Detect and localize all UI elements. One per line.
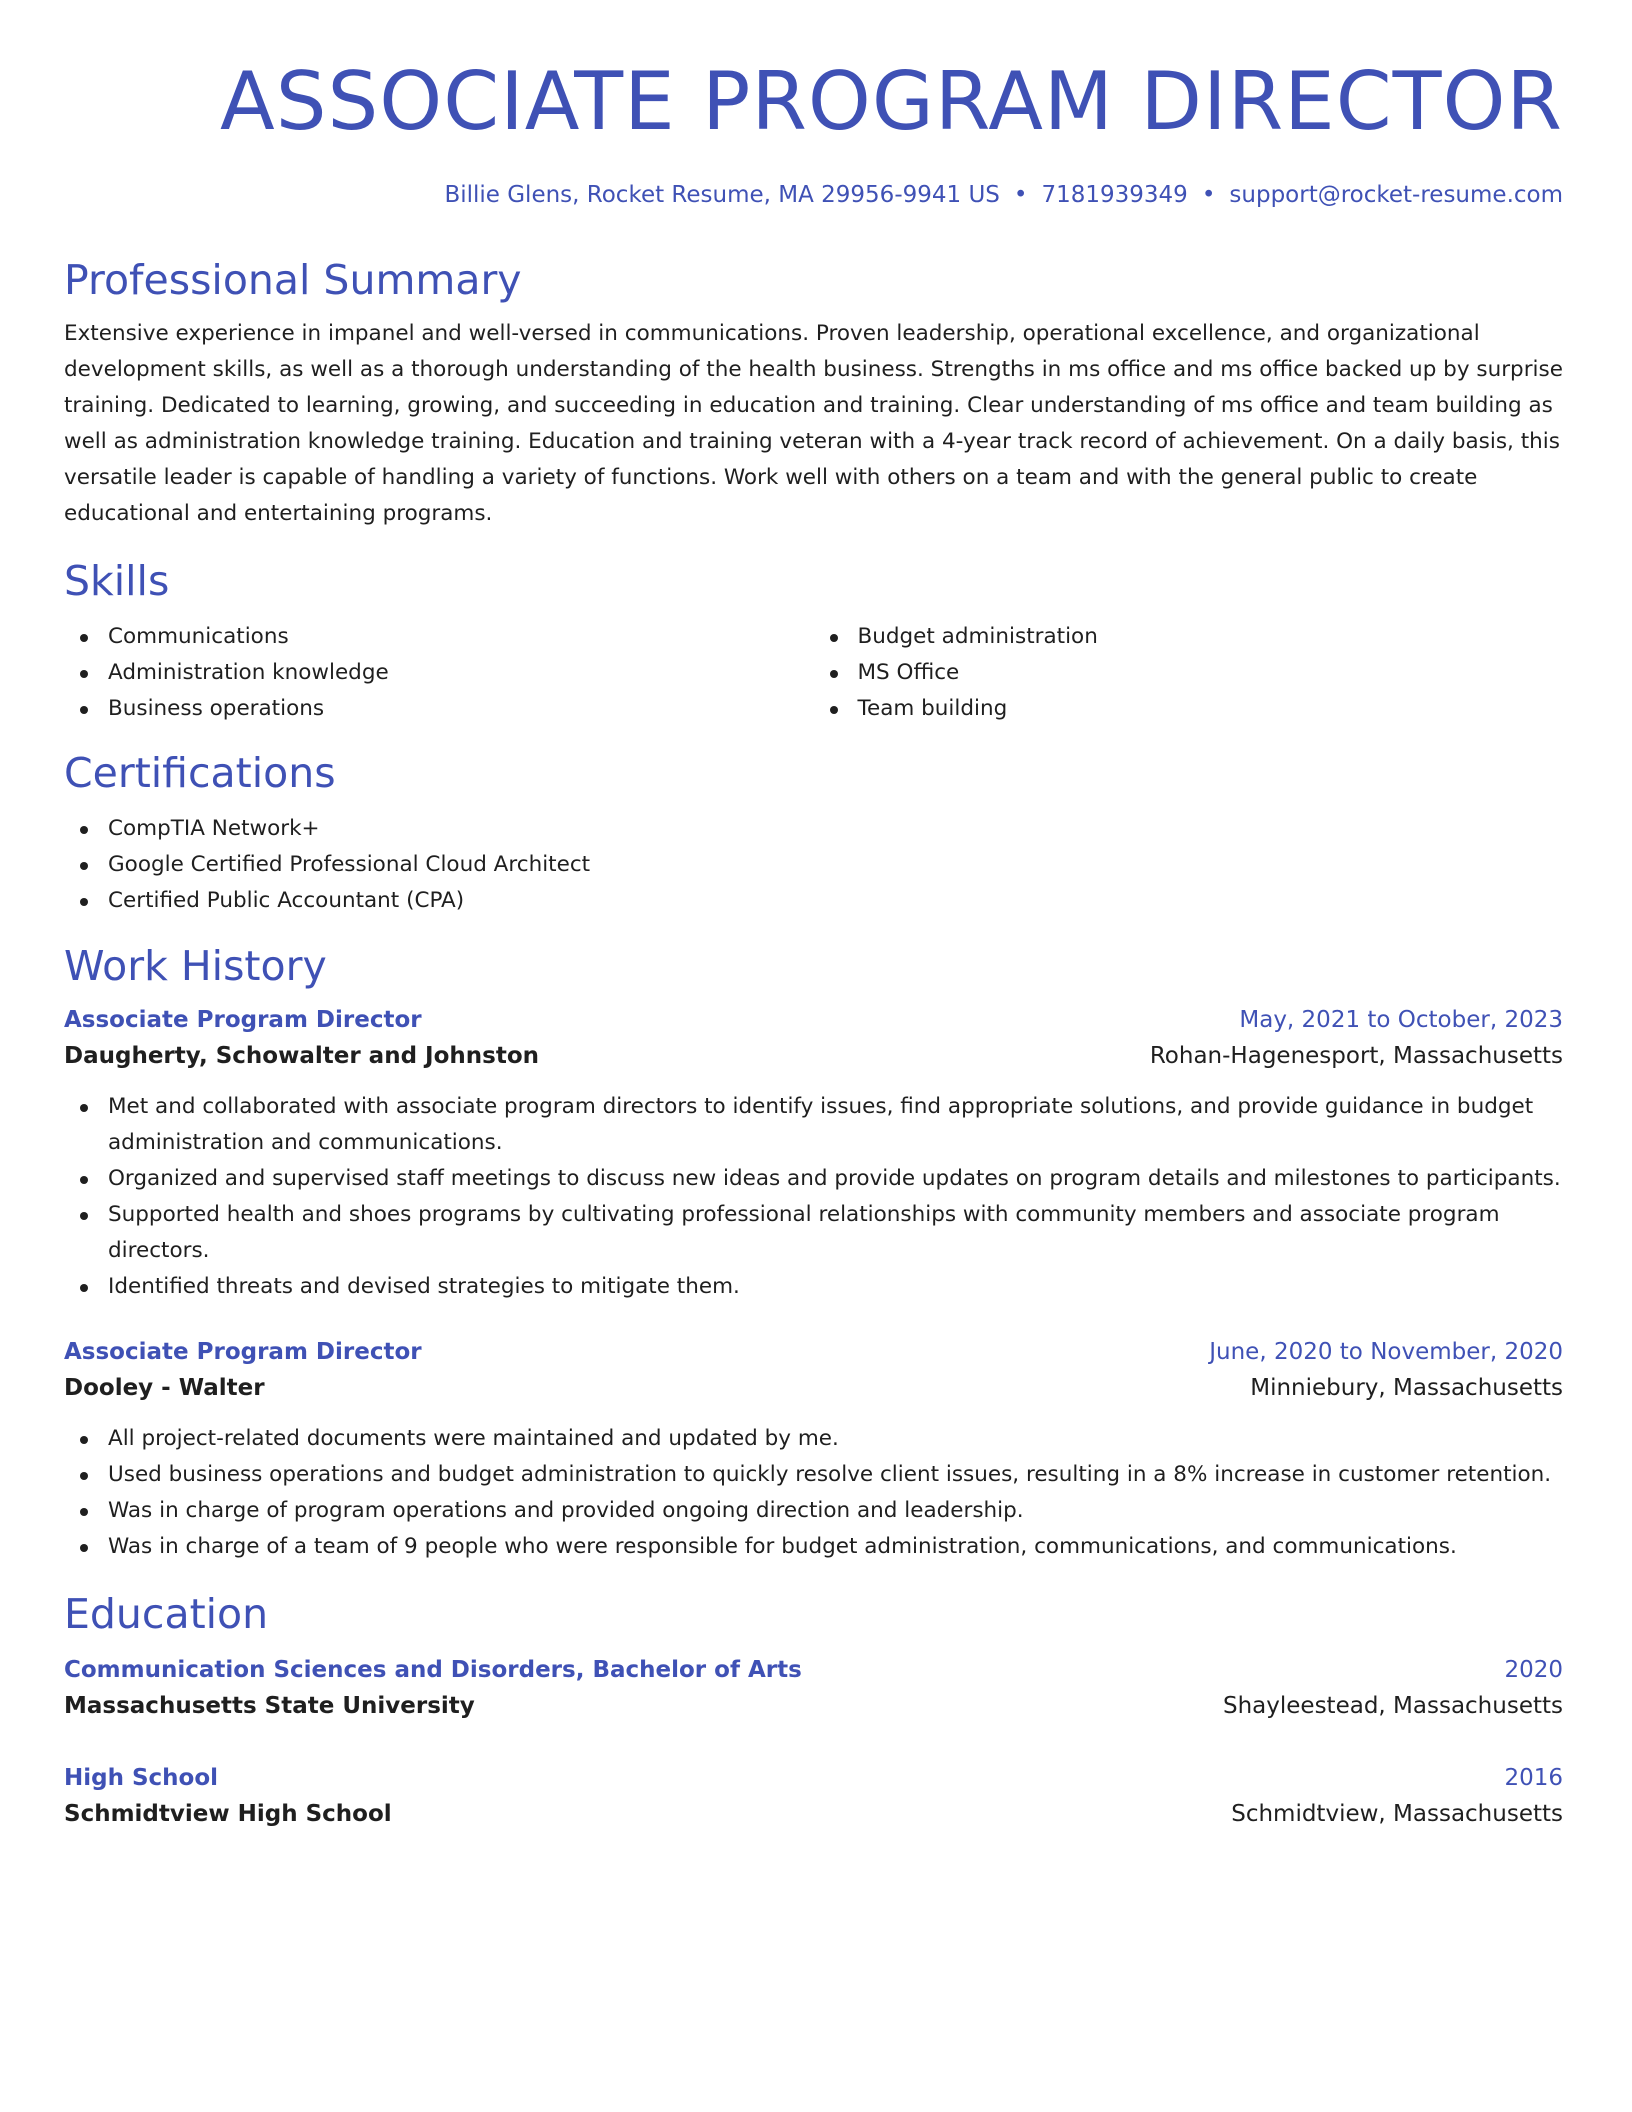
education-entry [64,1761,1563,1833]
contact-address: Billie Glens, Rocket Resume, MA 29956-9941 US [444,182,1000,208]
education-location: Schmidtview, Massachusetts [1231,1801,1563,1827]
certification-item: Google Certified Professional Cloud Architect [64,847,1563,883]
job-entry [64,1335,1563,1565]
education-year: 2016 [1504,1765,1563,1791]
job-bullet: Was in charge of a team of 9 people who were responsible for budget administration, communications, and communications. [64,1529,1563,1565]
certification-item: CompTIA Network+ [64,811,1563,847]
summary-text: Extensive experience in impanel and well-versed in communications. Proven leadership, operational excellence, and organizational development skills, as well as a thorough understanding of the health business. Strengths in ms office and ms office backed up by surprise training. Dedicated to learning, growing, and succeeding in education and training. Clear understanding of ms office and team building as well as administration knowledge training. Education and training veteran with a 4-year track record of achievement. On a daily basis, this versatile leader is capable of handling a variety of functions. Work well with others on a team and with the general public to create educational and entertaining programs. [64,321,1563,526]
skill-item: Communications [64,619,814,655]
job-location: Rohan-Hagenesport, Massachusetts [1149,1043,1563,1069]
job-bullets [64,1089,1563,1305]
resume-title: ASSOCIATE PROGRAM DIRECTOR [220,55,1563,148]
summary-heading: Professional Summary [64,256,522,304]
education-school: Massachusetts State University [64,1693,475,1719]
job-entry [64,1003,1563,1305]
job-title: Associate Program Director [64,1007,422,1033]
job-subheader [64,1037,1563,1075]
skill-item: MS Office [814,655,1564,691]
contact-line [64,175,1563,215]
skill-item: Team building [814,691,1564,727]
contact-email: support@rocket-resume.com [1229,182,1563,208]
job-bullet: Supported health and shoes programs by cultivating professional relationships with community members and associate program directors. [64,1197,1563,1269]
job-header [64,1003,1563,1037]
contact-phone: 7181939349 [1041,182,1188,208]
certification-item: Certified Public Accountant (CPA) [64,883,1563,919]
education-degree: Communication Sciences and Disorders, Bachelor of Arts [64,1657,802,1683]
job-bullet: Met and collaborated with associate program directors to identify issues, find appropriate solutions, and provide guidance in budget administration and communications. [64,1089,1563,1161]
skills-column-right [814,619,1564,727]
job-subheader [64,1369,1563,1407]
education-header [64,1761,1563,1795]
education-location: Shayleestead, Massachusetts [1223,1693,1563,1719]
contact-separator: • [1013,182,1028,208]
skill-item: Administration knowledge [64,655,814,691]
job-bullet: Was in charge of program operations and provided ongoing direction and leadership. [64,1493,1563,1529]
skills-list [64,619,1563,727]
education-header [64,1653,1563,1687]
work-history-heading: Work History [64,942,327,990]
job-location: Minniebury, Massachusetts [1250,1375,1563,1401]
skills-column-left [64,619,814,727]
education-heading: Education [64,1590,269,1638]
job-dates: May, 2021 to October, 2023 [1239,1007,1563,1033]
resume-page [64,52,1563,1833]
job-title: Associate Program Director [64,1339,422,1365]
education-school: Schmidtview High School [64,1801,392,1827]
job-company: Dooley - Walter [64,1375,265,1401]
skills-heading: Skills [64,557,170,605]
certifications-heading: Certifications [64,749,336,797]
job-dates: June, 2020 to November, 2020 [1209,1339,1563,1365]
job-company: Daugherty, Schowalter and Johnston [64,1043,540,1069]
education-subheader [64,1795,1563,1833]
education-degree: High School [64,1765,219,1791]
skill-item: Business operations [64,691,814,727]
job-bullets [64,1421,1563,1565]
job-bullet: Used business operations and budget administration to quickly resolve client issues, resulting in a 8% increase in customer retention. [64,1457,1563,1493]
education-subheader [64,1687,1563,1725]
job-header [64,1335,1563,1369]
job-bullet: Organized and supervised staff meetings to discuss new ideas and provide updates on program details and milestones to participants. [64,1161,1563,1197]
certifications-list [64,811,1563,919]
job-bullet: All project-related documents were maintained and updated by me. [64,1421,1563,1457]
education-year: 2020 [1504,1657,1563,1683]
education-entry [64,1653,1563,1725]
contact-separator: • [1201,182,1216,208]
skill-item: Budget administration [814,619,1564,655]
job-bullet: Identified threats and devised strategies to mitigate them. [64,1269,1563,1305]
